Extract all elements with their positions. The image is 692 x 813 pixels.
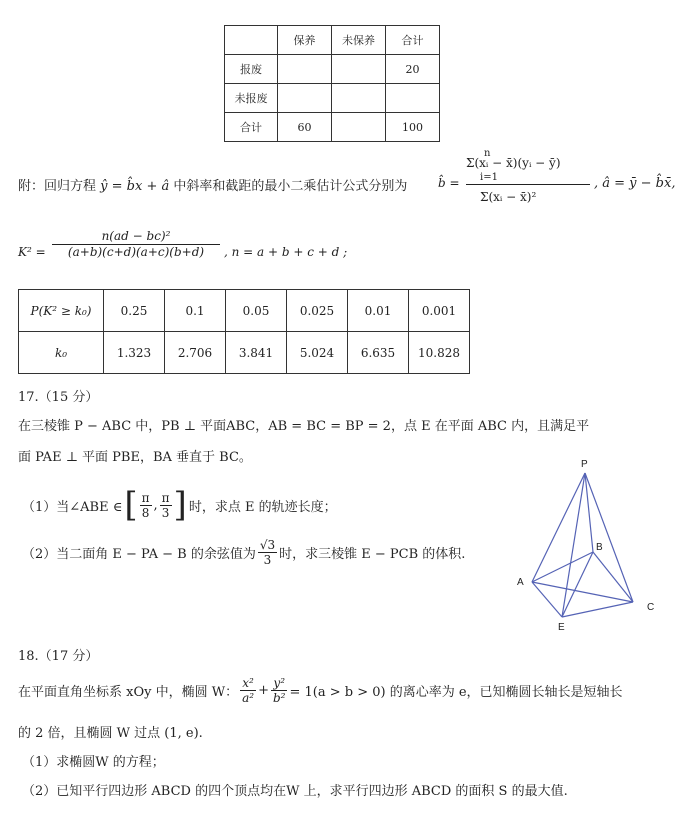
q17-part1-suffix: 时，求点 E 的轨迹长度； (188, 499, 337, 515)
table-cell: 0.025 (287, 290, 348, 332)
fraction-numerator: y² (273, 676, 286, 690)
appendix-prefix: 附：回归方程 (18, 179, 97, 194)
edge-PE (562, 473, 585, 617)
appendix-middle: 中斜率和截距的最小二乘估计公式分别为 (173, 179, 408, 194)
table-cell (332, 84, 386, 113)
q18-line1 (18, 676, 623, 705)
fraction-numerator: √3 (259, 538, 276, 552)
right-bracket: ] (173, 485, 187, 525)
table-header: 保养 (278, 26, 332, 55)
table-cell: 100 (386, 113, 440, 142)
q18-part1: （1）求椭圆W 的方程； (22, 755, 165, 770)
q17-part1-prefix: （1）当∠ABE ∈ (22, 499, 123, 515)
table-cell: 60 (278, 113, 332, 142)
table-row-label: P(K² ≥ k₀) (19, 290, 104, 332)
table-cell: 3.841 (226, 332, 287, 374)
fraction-denominator: 8 (141, 505, 150, 520)
left-bracket: [ (124, 485, 138, 525)
table-row (19, 290, 470, 332)
comma: , (153, 497, 158, 513)
fraction-bar (466, 184, 590, 185)
fraction-y2-b2 (271, 676, 288, 705)
table-cell: 0.05 (226, 290, 287, 332)
table-cell: 2.706 (165, 332, 226, 374)
k2-fraction (52, 229, 220, 259)
q17-part2 (22, 538, 465, 567)
k2-numerator: n(ad − bc)² (52, 229, 220, 245)
q18-line1-prefix: 在平面直角坐标系 xOy 中，椭圆 W： (18, 685, 239, 700)
table-cell (386, 84, 440, 113)
q17-line1: 在三棱锥 P − ABC 中，PB ⊥ 平面ABC，AB = BC = BP = 2，点 E 在平面 ABC 内，且满足平 (18, 419, 590, 434)
table-cell: 6.635 (348, 332, 409, 374)
vertex-label-B: B (596, 542, 603, 553)
fraction-sqrt3-3 (258, 538, 277, 567)
table-cell (278, 84, 332, 113)
b-hat-denominator: Σ(xᵢ − x̄)² (480, 190, 537, 204)
fraction-denominator: 3 (263, 553, 272, 567)
table-cell: 合计 (225, 113, 278, 142)
q17-part2-prefix: （2）当二面角 E − PA − B 的余弦值为 (22, 547, 256, 562)
table-row-label: k₀ (19, 332, 104, 374)
fraction-denominator: b² (272, 691, 286, 705)
table-header: 合计 (386, 26, 440, 55)
table-cell (225, 26, 278, 55)
fraction-x2-a2 (240, 676, 256, 705)
fraction-numerator: π (161, 490, 170, 505)
appendix-line (18, 175, 407, 194)
q18-part2: （2）已知平行四边形 ABCD 的四个顶点均在W 上，求平行四边形 ABCD 的面积 S 的最大值. (22, 784, 568, 799)
fraction-denominator: a² (242, 691, 255, 705)
table-cell: 报废 (225, 55, 278, 84)
k2-denominator: (a+b)(c+d)(a+c)(b+d) (67, 245, 205, 259)
vertex-label-C: C (647, 602, 655, 613)
vertex-label-E: E (558, 622, 565, 633)
table-cell (278, 55, 332, 84)
edge-PA (532, 473, 585, 582)
table-row (225, 26, 440, 55)
sum-lower-limit: i=1 (480, 172, 498, 183)
a-hat-formula: , â = ȳ − b̂x̄, (594, 176, 676, 191)
q18-title: 18.（17 分） (18, 649, 99, 664)
regression-equation: ŷ = b̂x + â (100, 179, 170, 194)
table-cell: 未报废 (225, 84, 278, 113)
table-cell: 0.1 (165, 290, 226, 332)
table-cell: 1.323 (104, 332, 165, 374)
edge-BC (593, 552, 633, 602)
fraction-pi-8 (140, 491, 152, 520)
table-header: 未保养 (332, 26, 386, 55)
q18-line1-suffix: = 1(a > b > 0) 的离心率为 e，已知椭圆长轴长是短轴长 (289, 685, 623, 700)
b-hat-label: b̂ = (438, 176, 460, 190)
edge-PC (585, 473, 633, 602)
table-row (225, 55, 440, 84)
plus-sign: + (258, 683, 269, 698)
fraction-numerator: x² (242, 676, 254, 690)
b-hat-numerator: Σ(xᵢ − x̄)(yᵢ − ȳ) (466, 156, 561, 170)
edge-AB (532, 552, 593, 582)
table-cell (332, 55, 386, 84)
table-cell: 20 (386, 55, 440, 84)
table-cell: 0.01 (348, 290, 409, 332)
q17-line2: 面 PAE ⊥ 平面 PBE，BA 垂直于 BC。 (18, 450, 252, 465)
k2-tail: , n = a + b + c + d ; (224, 245, 348, 259)
table-cell: 0.001 (409, 290, 470, 332)
critical-value-table (18, 289, 470, 374)
vertex-label-P: P (581, 459, 588, 470)
table-cell: 0.25 (104, 290, 165, 332)
q17-part1 (22, 485, 337, 525)
q17-part2-suffix: 时，求三棱锥 E − PCB 的体积. (279, 547, 466, 562)
sum-upper-limit: n (484, 148, 491, 159)
table-row (225, 113, 440, 142)
vertex-label-A: A (517, 577, 524, 588)
q18-line2: 的 2 倍，且椭圆 W 过点 (1, e). (18, 726, 203, 741)
q17-title: 17.（15 分） (18, 390, 99, 405)
fraction-pi-3 (160, 491, 172, 520)
table-row (225, 84, 440, 113)
fraction-numerator: π (141, 490, 150, 505)
table-row (19, 332, 470, 374)
edge-EC (562, 602, 633, 617)
table-cell: 5.024 (287, 332, 348, 374)
table-cell (332, 113, 386, 142)
fraction-denominator: 3 (161, 505, 170, 520)
contingency-table (224, 25, 440, 142)
pyramid-figure (505, 455, 670, 640)
k2-lhs: K² = (18, 245, 46, 259)
table-cell: 10.828 (409, 332, 470, 374)
